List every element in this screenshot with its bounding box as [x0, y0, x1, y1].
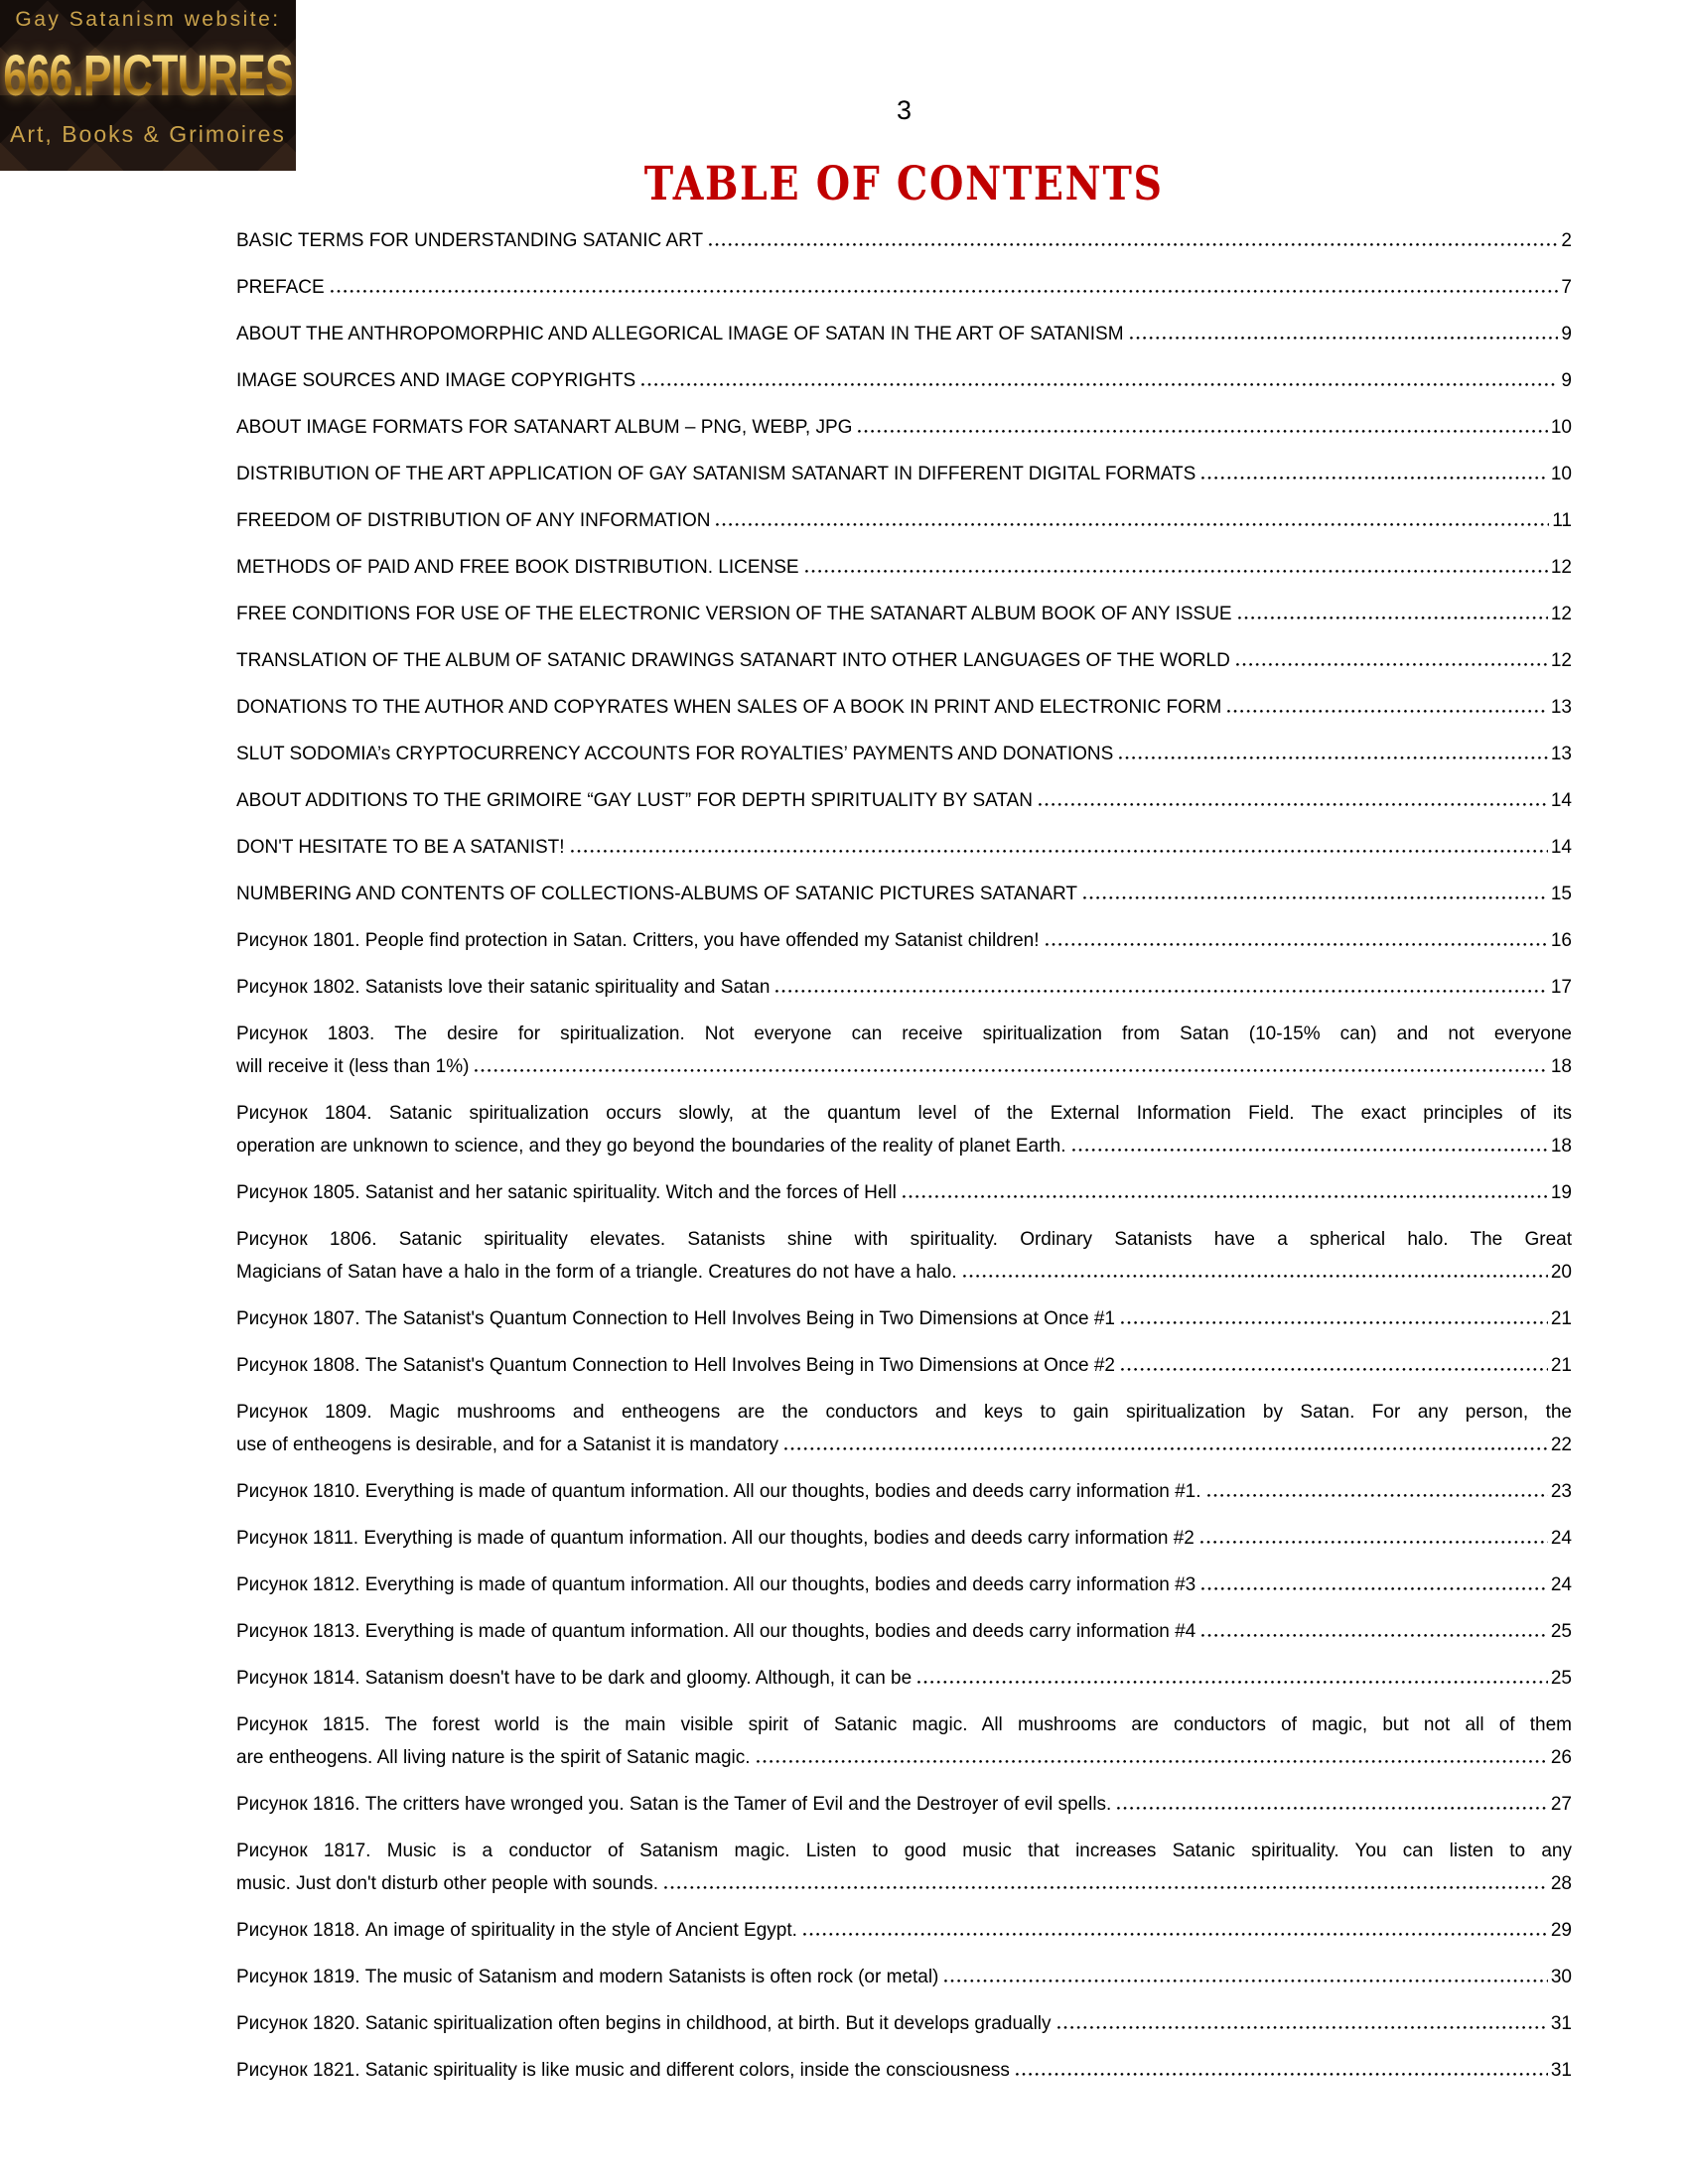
- toc-entry-page-number[interactable]: 7: [1561, 277, 1572, 298]
- dot-leader: [902, 1176, 1548, 1209]
- toc-entry-last-line: [236, 364, 1572, 397]
- toc-entry-text[interactable]: Рисунок 1807. The Satanist's Quantum Connection to Hell Involves Being in Two Dimensions at Once #1: [236, 1308, 1115, 1329]
- toc-entry[interactable]: [236, 224, 1572, 257]
- toc-entry-text[interactable]: SLUT SODOMIA’s CRYPTOCURRENCY ACCOUNTS FOR ROYALTIES’ PAYMENTS AND DONATIONS: [236, 744, 1114, 764]
- toc-entry-text[interactable]: NUMBERING AND CONTENTS OF COLLECTIONS-ALBUMS OF SATANIC PICTURES SATANART: [236, 884, 1078, 904]
- toc-entry-last-line: [236, 2054, 1572, 2087]
- toc-entry-text[interactable]: Рисунок 1810. Everything is made of quantum information. All our thoughts, bodies and deeds carry information #1.: [236, 1481, 1201, 1502]
- dot-leader: [663, 1867, 1548, 1900]
- toc-entry-text[interactable]: operation are unknown to science, and they go beyond the boundaries of the reality of planet Earth.: [236, 1136, 1066, 1157]
- toc-entry-text[interactable]: will receive it (less than 1%): [236, 1056, 470, 1077]
- toc-entry-text[interactable]: Рисунок 1802. Satanists love their satanic spirituality and Satan: [236, 977, 771, 998]
- toc-entry-page-number[interactable]: 15: [1550, 884, 1572, 904]
- toc-entry-last-line: [236, 1569, 1572, 1601]
- dot-leader: [962, 1256, 1548, 1289]
- toc-entry-last-line: [236, 1256, 1572, 1289]
- toc-entry-page-number[interactable]: 25: [1550, 1621, 1572, 1642]
- toc-entry-last-line: [236, 924, 1572, 957]
- toc-entry-last-line: [236, 1050, 1572, 1083]
- toc-entry[interactable]: [236, 1302, 1572, 1335]
- toc-entry-last-line: [236, 831, 1572, 864]
- toc-entry[interactable]: [236, 1176, 1572, 1209]
- dot-leader: [774, 971, 1547, 1004]
- toc-entry-last-line: [236, 458, 1572, 490]
- toc-entry-last-line: [236, 598, 1572, 630]
- toc-entry[interactable]: [236, 551, 1572, 584]
- toc-entry-last-line: [236, 1349, 1572, 1382]
- toc-entry-wrap-line: Рисунок 1815. The forest world is the main visible spirit of Satanic magic. All mushrooms are conductors of magic, but not all of them: [236, 1714, 1572, 1735]
- toc-entry[interactable]: [236, 784, 1572, 817]
- toc-entry-last-line: [236, 224, 1572, 257]
- toc-entry-last-line: [236, 411, 1572, 444]
- toc-entry[interactable]: [236, 1097, 1572, 1162]
- toc-entry-last-line: [236, 738, 1572, 770]
- toc-entry-text[interactable]: Рисунок 1819. The music of Satanism and modern Satanists is often rock (or metal): [236, 1967, 939, 1987]
- toc-entry-page-number[interactable]: 30: [1550, 1967, 1572, 1987]
- toc-entry-page-number[interactable]: 18: [1550, 1056, 1572, 1077]
- toc-entry-text[interactable]: ABOUT IMAGE FORMATS FOR SATANART ALBUM – PNG, WEBP, JPG: [236, 417, 853, 438]
- toc-entry-page-number[interactable]: 21: [1550, 1355, 1572, 1376]
- dot-leader: [1200, 458, 1548, 490]
- toc-entry-page-number[interactable]: 12: [1550, 650, 1572, 671]
- toc-entry-page-number[interactable]: 14: [1550, 837, 1572, 858]
- toc-entry-text[interactable]: FREE CONDITIONS FOR USE OF THE ELECTRONIC VERSION OF THE SATANART ALBUM BOOK OF ANY ISSUE: [236, 604, 1232, 624]
- toc-entry[interactable]: [236, 504, 1572, 537]
- toc-entry[interactable]: [236, 1708, 1572, 1774]
- dot-leader: [1199, 1522, 1548, 1555]
- toc-entry-page-number[interactable]: 19: [1550, 1182, 1572, 1203]
- toc-entry-text[interactable]: DONATIONS TO THE AUTHOR AND COPYRATES WHEN SALES OF A BOOK IN PRINT AND ELECTRONIC FORM: [236, 697, 1222, 718]
- toc-entry-page-number[interactable]: 12: [1550, 604, 1572, 624]
- toc-entry-page-number[interactable]: 27: [1550, 1794, 1572, 1815]
- toc-entry-last-line: [236, 1615, 1572, 1648]
- logo-title: 666.PICTURES: [3, 44, 293, 108]
- dot-leader: [802, 1914, 1548, 1947]
- toc-entry-page-number[interactable]: 23: [1550, 1481, 1572, 1502]
- toc-entry-wrap-line: Рисунок 1804. Satanic spiritualization occurs slowly, at the quantum level of the External Information Field. The exact principles of its: [236, 1103, 1572, 1124]
- toc-entry-page-number[interactable]: 22: [1550, 1434, 1572, 1455]
- toc-entry[interactable]: [236, 598, 1572, 630]
- toc-entry-text[interactable]: Рисунок 1801. People find protection in Satan. Critters, you have offended my Satanist children!: [236, 930, 1040, 951]
- dot-leader: [715, 504, 1549, 537]
- toc-entry-text[interactable]: DON'T HESITATE TO BE A SATANIST!: [236, 837, 565, 858]
- dot-leader: [1200, 1615, 1548, 1648]
- dot-leader: [570, 831, 1548, 864]
- toc-entry[interactable]: [236, 971, 1572, 1004]
- toc-entry-text[interactable]: DISTRIBUTION OF THE ART APPLICATION OF GAY SATANISM SATANART IN DIFFERENT DIGITAL FORMATS: [236, 464, 1196, 484]
- toc-entry-last-line: [236, 1867, 1572, 1900]
- page-number: 3: [896, 95, 913, 125]
- dot-leader: [1129, 318, 1559, 350]
- toc-entry-page-number[interactable]: 10: [1550, 417, 1572, 438]
- toc-entry-last-line: [236, 644, 1572, 677]
- toc-entry-last-line: [236, 271, 1572, 304]
- dot-leader: [1120, 1302, 1548, 1335]
- dot-leader: [1015, 2054, 1548, 2087]
- toc-entry-text[interactable]: Рисунок 1811. Everything is made of quantum information. All our thoughts, bodies and deeds carry information #2: [236, 1528, 1195, 1549]
- toc-entry[interactable]: [236, 1396, 1572, 1461]
- toc-entry-text[interactable]: Рисунок 1812. Everything is made of quantum information. All our thoughts, bodies and deeds carry information #3: [236, 1574, 1196, 1595]
- dot-leader: [857, 411, 1547, 444]
- toc-entry-last-line: [236, 1914, 1572, 1947]
- toc-entry-last-line: [236, 878, 1572, 910]
- toc-entry-text[interactable]: IMAGE SOURCES AND IMAGE COPYRIGHTS: [236, 370, 636, 391]
- toc-entry-page-number[interactable]: 2: [1561, 230, 1572, 251]
- toc-entry-page-number[interactable]: 9: [1561, 370, 1572, 391]
- toc-entry-page-number[interactable]: 13: [1550, 697, 1572, 718]
- dot-leader: [783, 1429, 1548, 1461]
- toc-entry-last-line: [236, 1475, 1572, 1508]
- toc-entry-text[interactable]: Рисунок 1808. The Satanist's Quantum Connection to Hell Involves Being in Two Dimensions at Once #2: [236, 1355, 1115, 1376]
- toc-entry-last-line: [236, 1130, 1572, 1162]
- toc-entry[interactable]: [236, 1835, 1572, 1900]
- toc-entry-page-number[interactable]: 16: [1550, 930, 1572, 951]
- toc-entry-page-number[interactable]: 18: [1550, 1136, 1572, 1157]
- toc-entry-wrap-line: Рисунок 1809. Magic mushrooms and entheogens are the conductors and keys to gain spiritualization by Satan. For any person, the: [236, 1402, 1572, 1423]
- toc-entry-text[interactable]: Рисунок 1813. Everything is made of quantum information. All our thoughts, bodies and deeds carry information #4: [236, 1621, 1196, 1642]
- toc-entry[interactable]: [236, 1223, 1572, 1289]
- toc-entry-page-number[interactable]: 31: [1550, 2060, 1572, 2081]
- toc-entry-text[interactable]: use of entheogens is desirable, and for a Satanist it is mandatory: [236, 1434, 779, 1455]
- toc-entry-last-line: [236, 2007, 1572, 2040]
- toc-entry-page-number[interactable]: 14: [1550, 790, 1572, 811]
- toc-entry-last-line: [236, 551, 1572, 584]
- toc-entry[interactable]: [236, 318, 1572, 350]
- toc-entry[interactable]: [236, 691, 1572, 724]
- toc-entry-page-number[interactable]: 29: [1550, 1920, 1572, 1941]
- dot-leader: [1206, 1475, 1548, 1508]
- toc-entry-page-number[interactable]: 17: [1550, 977, 1572, 998]
- dot-leader: [330, 271, 1559, 304]
- toc-entry-page-number[interactable]: 13: [1550, 744, 1572, 764]
- toc-entry-page-number[interactable]: 28: [1550, 1873, 1572, 1894]
- toc-entry-last-line: [236, 1961, 1572, 1993]
- toc-list: [236, 224, 1572, 2087]
- toc-entry-page-number[interactable]: 24: [1550, 1574, 1572, 1595]
- dot-leader: [1038, 784, 1548, 817]
- toc-entry-page-number[interactable]: 11: [1552, 510, 1572, 531]
- toc-entry-page-number[interactable]: 12: [1550, 557, 1572, 578]
- dot-leader: [1082, 878, 1548, 910]
- toc-entry[interactable]: [236, 1662, 1572, 1695]
- toc-entry-last-line: [236, 504, 1572, 537]
- toc-entry-page-number[interactable]: 25: [1550, 1668, 1572, 1689]
- toc-title-text: TABLE OF CONTENTS: [644, 157, 1164, 211]
- toc-entry[interactable]: [236, 1475, 1572, 1508]
- toc-entry[interactable]: [236, 271, 1572, 304]
- toc-entry[interactable]: [236, 738, 1572, 770]
- toc-entry-wrap-line: Рисунок 1803. The desire for spiritualization. Not everyone can receive spiritualization from Satan (10-15% can) and not everyone: [236, 1024, 1572, 1044]
- toc-entry-last-line: [236, 971, 1572, 1004]
- dot-leader: [1045, 924, 1548, 957]
- toc-entry[interactable]: [236, 831, 1572, 864]
- toc-entry-last-line: [236, 1662, 1572, 1695]
- toc-entry-last-line: [236, 1176, 1572, 1209]
- toc-entry-text[interactable]: Magicians of Satan have a halo in the form of a triangle. Creatures do not have a halo.: [236, 1262, 957, 1283]
- toc-entry[interactable]: [236, 1961, 1572, 1993]
- dot-leader: [1235, 644, 1548, 677]
- toc-entry[interactable]: [236, 458, 1572, 490]
- toc-entry[interactable]: [236, 411, 1572, 444]
- toc-entry-page-number[interactable]: 9: [1561, 324, 1572, 344]
- toc-entry-text[interactable]: BASIC TERMS FOR UNDERSTANDING SATANIC ART: [236, 230, 704, 251]
- toc-entry[interactable]: [236, 1349, 1572, 1382]
- dot-leader: [804, 551, 1548, 584]
- toc-entry[interactable]: [236, 1615, 1572, 1648]
- toc-entry-page-number[interactable]: 20: [1550, 1262, 1572, 1283]
- dot-leader: [640, 364, 1558, 397]
- content-column: [236, 0, 1572, 2101]
- toc-entry-last-line: [236, 1302, 1572, 1335]
- toc-entry[interactable]: [236, 1569, 1572, 1601]
- toc-entry-text[interactable]: ABOUT THE ANTHROPOMORPHIC AND ALLEGORICAL IMAGE OF SATAN IN THE ART OF SATANISM: [236, 324, 1124, 344]
- dot-leader: [916, 1662, 1548, 1695]
- toc-entry-text[interactable]: are entheogens. All living nature is the spirit of Satanic magic.: [236, 1747, 751, 1768]
- toc-entry-page-number[interactable]: 21: [1550, 1308, 1572, 1329]
- toc-entry-text[interactable]: ABOUT ADDITIONS TO THE GRIMOIRE “GAY LUST” FOR DEPTH SPIRITUALITY BY SATAN: [236, 790, 1034, 811]
- dot-leader: [474, 1050, 1547, 1083]
- logo-tagline-bottom: Art, Books & Grimoires: [10, 121, 286, 147]
- toc-entry[interactable]: [236, 2054, 1572, 2087]
- toc-entry-page-number[interactable]: 26: [1550, 1747, 1572, 1768]
- toc-entry-text[interactable]: Рисунок 1820. Satanic spiritualization often begins in childhood, at birth. But it develops gradually: [236, 2013, 1052, 2034]
- dot-leader: [1200, 1569, 1548, 1601]
- toc-entry[interactable]: [236, 1788, 1572, 1821]
- toc-entry-text[interactable]: Рисунок 1821. Satanic spirituality is like music and different colors, inside the consciousness: [236, 2060, 1010, 2081]
- toc-entry-text[interactable]: Рисунок 1818. An image of spirituality in the style of Ancient Egypt.: [236, 1920, 797, 1941]
- toc-entry-text[interactable]: Рисунок 1805. Satanist and her satanic spirituality. Witch and the forces of Hell: [236, 1182, 897, 1203]
- dot-leader: [943, 1961, 1547, 1993]
- dot-leader: [1120, 1349, 1548, 1382]
- toc-entry-text[interactable]: FREEDOM OF DISTRIBUTION OF ANY INFORMATION: [236, 510, 711, 531]
- toc-entry[interactable]: [236, 1914, 1572, 1947]
- toc-entry-text[interactable]: Рисунок 1816. The critters have wronged you. Satan is the Tamer of Evil and the Destroyer of evil spells.: [236, 1794, 1112, 1815]
- toc-entry-wrap-line: Рисунок 1806. Satanic spirituality elevates. Satanists shine with spirituality. Ordinary Satanists have a spherical halo. The Great: [236, 1229, 1572, 1250]
- toc-entry-last-line: [236, 1429, 1572, 1461]
- toc-entry-last-line: [236, 318, 1572, 350]
- dot-leader: [1071, 1130, 1548, 1162]
- toc-entry[interactable]: [236, 1522, 1572, 1555]
- toc-entry-text[interactable]: Рисунок 1814. Satanism doesn't have to be dark and gloomy. Although, it can be: [236, 1668, 913, 1689]
- toc-entry-text[interactable]: music. Just don't disturb other people with sounds.: [236, 1873, 659, 1894]
- toc-title: [236, 158, 1572, 211]
- toc-entry-page-number[interactable]: 24: [1550, 1528, 1572, 1549]
- dot-leader: [1056, 2007, 1548, 2040]
- toc-entry[interactable]: [236, 2007, 1572, 2040]
- toc-entry-text[interactable]: METHODS OF PAID AND FREE BOOK DISTRIBUTION. LICENSE: [236, 557, 799, 578]
- toc-entry[interactable]: [236, 364, 1572, 397]
- toc-entry-wrap-line: Рисунок 1817. Music is a conductor of Satanism magic. Listen to good music that increases Satanic spirituality. You can listen to any: [236, 1841, 1572, 1861]
- dot-leader: [1118, 738, 1548, 770]
- toc-entry-page-number[interactable]: 10: [1550, 464, 1572, 484]
- logo-tagline-top: Gay Satanism website:: [15, 8, 281, 31]
- dot-leader: [1226, 691, 1547, 724]
- toc-entry-text[interactable]: PREFACE: [236, 277, 325, 298]
- toc-entry-last-line: [236, 691, 1572, 724]
- toc-entry[interactable]: [236, 644, 1572, 677]
- dot-leader: [756, 1741, 1548, 1774]
- toc-entry[interactable]: [236, 878, 1572, 910]
- toc-entry-last-line: [236, 1741, 1572, 1774]
- dot-leader: [1116, 1788, 1548, 1821]
- toc-entry-page-number[interactable]: 31: [1550, 2013, 1572, 2034]
- toc-entry-last-line: [236, 1788, 1572, 1821]
- toc-entry-text[interactable]: TRANSLATION OF THE ALBUM OF SATANIC DRAWINGS SATANART INTO OTHER LANGUAGES OF THE WORLD: [236, 650, 1230, 671]
- toc-entry[interactable]: [236, 1018, 1572, 1083]
- toc-entry-last-line: [236, 1522, 1572, 1555]
- toc-entry[interactable]: [236, 924, 1572, 957]
- dot-leader: [1237, 598, 1548, 630]
- dot-leader: [708, 224, 1558, 257]
- toc-entry-last-line: [236, 784, 1572, 817]
